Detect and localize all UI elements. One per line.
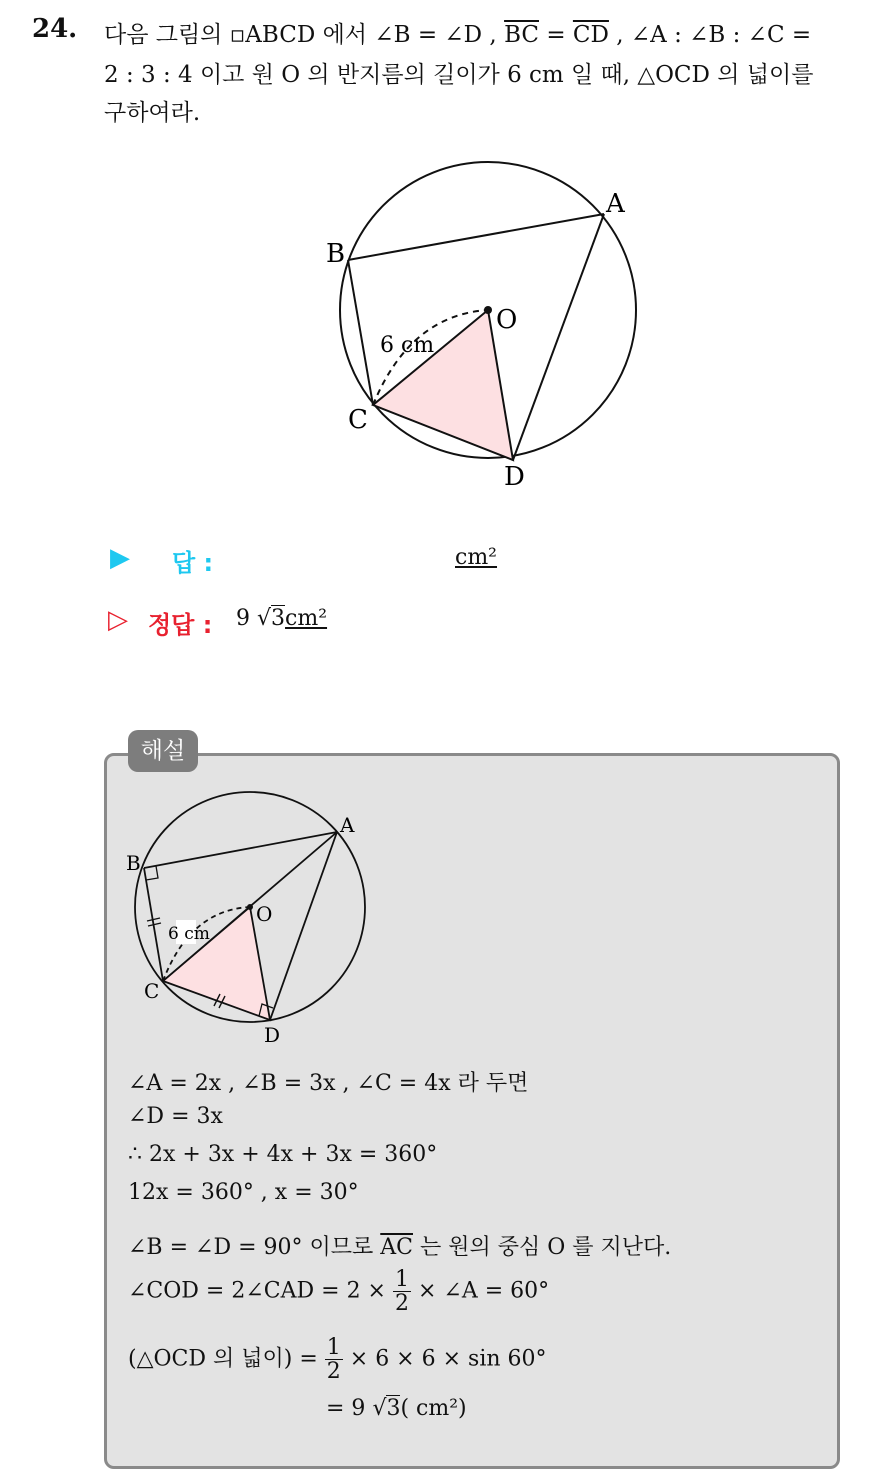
label-d: D: [504, 462, 525, 492]
correct-answer-arrow-icon: ▷: [108, 605, 128, 635]
sol-label-b: B: [126, 851, 141, 875]
sol7-text-a: (△OCD 의 넓이) =: [128, 1346, 318, 1372]
fraction-half-2: [325, 1336, 343, 1383]
radius-label: 6 cm: [380, 333, 435, 358]
question-line-2: 2 : 3 : 4 이고 원 O 의 반지름의 길이가 6 cm 일 때, △OCD 의 넓이를: [104, 62, 814, 88]
question-text-a: 다음 그림의 ▫ABCD 에서 ∠B = ∠D ,: [104, 22, 497, 48]
solution-line-8: [326, 1396, 467, 1421]
correct-answer-label: 정답 :: [148, 611, 213, 639]
solution-line-5: [128, 1230, 671, 1261]
sol7-text-b: × 6 × 6 × sin 60°: [349, 1346, 547, 1372]
main-figure: [320, 150, 660, 500]
frac2-denominator: 2: [326, 1359, 341, 1385]
sol6-text-a: ∠COD = 2∠CAD = 2 ×: [128, 1278, 386, 1304]
sol8-text-a: = 9: [326, 1396, 366, 1421]
question-line-1: [104, 16, 811, 49]
answer-root: 3: [271, 606, 286, 631]
sol-label-o: O: [256, 902, 273, 926]
segment-ac: $\overline{AC}$: [380, 1235, 413, 1260]
sol8-unit: ( cm²): [400, 1396, 467, 1421]
sol-center-point-o: [247, 904, 253, 910]
solution-line-4: 12x = 360° , x = 30°: [128, 1180, 359, 1205]
answer-value-unit: cm²: [285, 606, 328, 631]
solution-line-1: ∠A = 2x , ∠B = 3x , ∠C = 4x 라 두면: [128, 1071, 529, 1096]
solution-line-7: [128, 1336, 547, 1383]
answer-coef: 9: [236, 606, 250, 631]
arc-bc: $\overline{BC}$: [504, 22, 539, 48]
label-b: B: [326, 239, 346, 269]
sol6-text-b: × ∠A = 60°: [418, 1278, 550, 1304]
label-a: A: [606, 189, 625, 219]
sol5-text-a: ∠B = ∠D = 90° 이므로: [128, 1235, 374, 1260]
sol-label-a: A: [340, 813, 355, 837]
question-text-b: , ∠A : ∠B : ∠C =: [616, 22, 812, 48]
answer-arrow-icon: ▶: [110, 543, 130, 573]
label-o: O: [496, 305, 518, 335]
solution-line-2: ∠D = 3x: [128, 1104, 223, 1129]
question-number: 24.: [32, 14, 78, 44]
frac-denominator: 2: [395, 1291, 409, 1317]
center-point-o: [484, 306, 492, 314]
answer-unit: cm²: [455, 545, 498, 570]
solution-figure: [120, 780, 380, 1050]
side-ad: [513, 214, 604, 460]
solution-line-6: [128, 1268, 549, 1315]
sol5-text-c: 는 원의 중심 O 를 지난다.: [420, 1235, 672, 1260]
sqrt-symbol: √: [257, 606, 272, 631]
answer-label: 답 :: [172, 549, 214, 577]
arc-cd: $\overline{CD}$: [572, 22, 609, 48]
fraction-half: [393, 1268, 411, 1315]
question-line-3: 구하여라.: [104, 100, 201, 126]
solution-tag: 해설: [128, 730, 198, 772]
solution-line-3: ∴ 2x + 3x + 4x + 3x = 360°: [128, 1142, 438, 1167]
sol-side-ab: [144, 832, 337, 868]
sol8-sqrt-symbol: √: [372, 1396, 387, 1421]
sol-label-d: D: [264, 1023, 281, 1047]
frac-numerator: 1: [395, 1267, 409, 1292]
frac2-numerator: 1: [326, 1335, 341, 1360]
sol-label-c: C: [144, 979, 160, 1003]
equals-sign: =: [546, 22, 566, 48]
sol-radius-label: 6 cm: [168, 924, 210, 944]
correct-answer-value: [236, 606, 327, 631]
label-c: C: [348, 405, 368, 435]
sol8-root: 3: [386, 1396, 401, 1421]
side-ab: [348, 214, 604, 260]
